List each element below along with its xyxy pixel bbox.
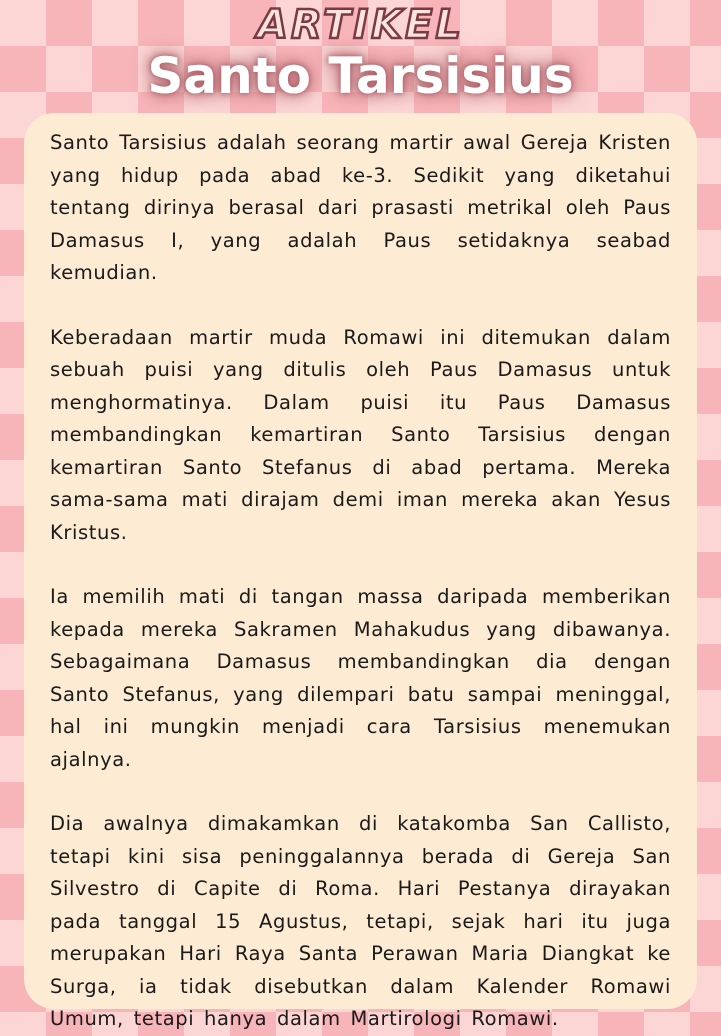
article-kicker: ARTIKEL — [257, 2, 464, 48]
header — [0, 0, 721, 115]
page-title: Santo Tarsisius — [147, 47, 574, 105]
article-paragraph-1: Santo Tarsisius adalah seorang martir awal Gereja Kristen yang hidup pada abad ke-3. Sedikit yang diketahui tentang dirinya berasal dari prasasti metrikal oleh Paus Damasus I, yang adalah Paus setidaknya seabad kemudian. — [50, 131, 671, 284]
article-paragraph-3: Ia memilih mati di tangan massa daripada memberikan kepada mereka Sakramen Mahakudus yang dibawanya. Sebagaimana Damasus membandingkan dia dengan Santo Stefanus, yang dilempari batu sampai meninggal, hal ini mungkin menjadi cara Tarsisius menemukan ajalnya. — [50, 585, 671, 771]
article-paragraph-2: Keberadaan martir muda Romawi ini ditemukan dalam sebuah puisi yang ditulis oleh Paus Damasus untuk menghormatinya. Dalam puisi itu Paus Damasus membandingkan kemartiran Santo Tarsisius dengan kemartiran Santo Stefanus di abad pertama. Mereka sama-sama mati dirajam demi iman mereka akan Yesus Kristus. — [50, 325, 671, 544]
article-paragraph-4: Dia awalnya dimakamkan di katakomba San Callisto, tetapi kini sisa peninggalannya berada di Gereja San Silvestro di Capite di Roma. Hari Pestanya dirayakan pada tanggal 15 Agustus, tetapi, sejak hari itu juga merupakan Hari Raya Santa Perawan Maria Diangkat ke Surga, ia tidak disebutkan dalam Kalender Romawi Umum, tetapi hanya dalam Martirologi Romawi. — [50, 812, 671, 1030]
article-card — [24, 113, 697, 1030]
